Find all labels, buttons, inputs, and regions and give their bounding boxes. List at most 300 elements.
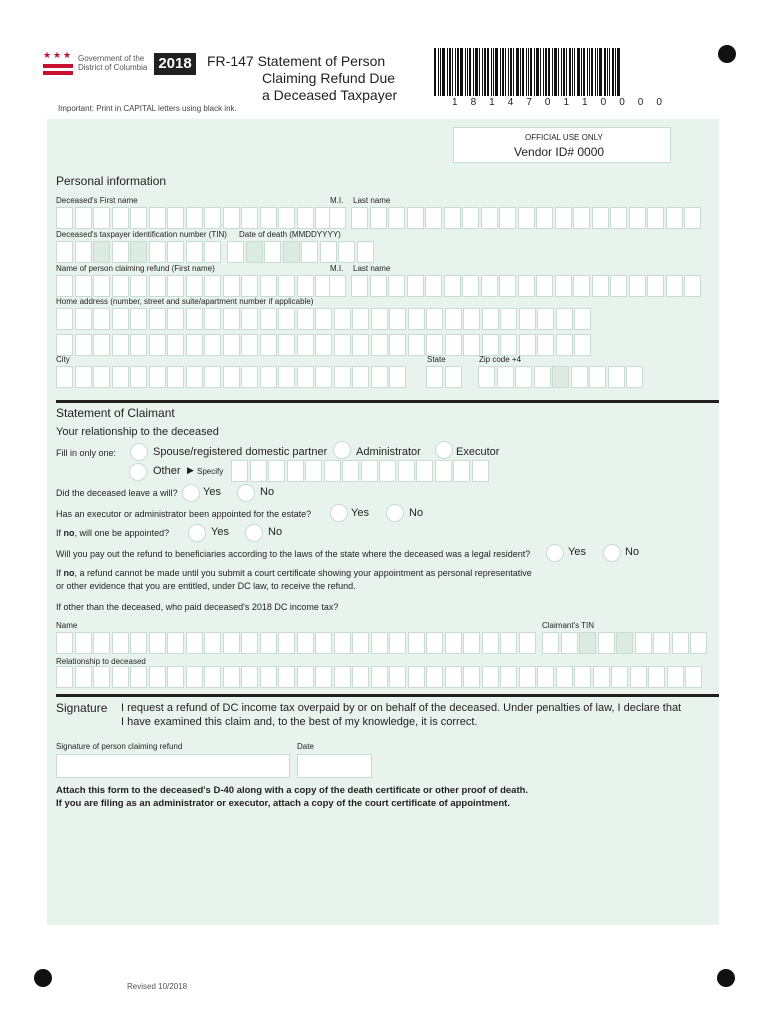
char-box[interactable]	[260, 308, 277, 330]
char-box[interactable]	[571, 366, 588, 388]
char-box[interactable]	[305, 460, 322, 482]
char-box[interactable]	[241, 334, 258, 356]
char-box[interactable]	[149, 241, 166, 263]
star-icon: ★	[63, 50, 72, 60]
char-box[interactable]	[690, 632, 707, 654]
specify-boxes[interactable]	[231, 460, 490, 482]
dod-boxes[interactable]	[227, 241, 375, 263]
executor-yes-radio[interactable]	[330, 504, 348, 522]
char-box[interactable]	[534, 366, 551, 388]
char-box[interactable]	[445, 366, 462, 388]
char-box[interactable]	[537, 666, 554, 688]
char-box[interactable]	[482, 334, 499, 356]
char-box[interactable]	[499, 207, 516, 229]
char-box[interactable]	[426, 334, 443, 356]
char-box[interactable]	[371, 632, 388, 654]
char-box[interactable]	[241, 366, 258, 388]
char-box[interactable]	[610, 207, 627, 229]
char-box[interactable]	[167, 241, 184, 263]
char-box[interactable]	[371, 308, 388, 330]
city-boxes[interactable]	[56, 366, 408, 388]
char-box[interactable]	[684, 207, 701, 229]
char-box[interactable]	[537, 308, 554, 330]
zip-boxes[interactable]	[478, 366, 645, 388]
char-box[interactable]	[93, 632, 110, 654]
will-question: Did the deceased leave a will?	[56, 488, 178, 498]
char-box[interactable]	[260, 334, 277, 356]
char-box[interactable]	[130, 241, 147, 263]
barcode-bar	[449, 48, 451, 96]
char-box[interactable]	[278, 308, 295, 330]
char-box[interactable]	[241, 308, 258, 330]
char-box[interactable]	[426, 632, 443, 654]
refund-note-line2: or other evidence that you are entitled, under DC law, to receive the refund.	[56, 581, 356, 591]
char-box[interactable]	[56, 366, 73, 388]
state-boxes[interactable]	[426, 366, 463, 388]
char-box[interactable]	[574, 308, 591, 330]
char-box[interactable]	[648, 666, 665, 688]
char-box[interactable]	[342, 460, 359, 482]
char-box[interactable]	[518, 275, 535, 297]
will-yes-radio[interactable]	[182, 484, 200, 502]
char-box[interactable]	[556, 334, 573, 356]
char-box[interactable]	[574, 334, 591, 356]
char-box[interactable]	[130, 308, 147, 330]
char-box[interactable]	[426, 308, 443, 330]
char-box[interactable]	[204, 666, 221, 688]
char-box[interactable]	[167, 207, 184, 229]
char-box[interactable]	[552, 366, 569, 388]
char-box[interactable]	[425, 207, 442, 229]
char-box[interactable]	[610, 275, 627, 297]
char-box[interactable]	[444, 275, 461, 297]
char-box[interactable]	[93, 334, 110, 356]
char-box[interactable]	[684, 275, 701, 297]
char-box[interactable]	[408, 632, 425, 654]
char-box[interactable]	[611, 666, 628, 688]
char-box[interactable]	[573, 207, 590, 229]
char-box[interactable]	[519, 334, 536, 356]
char-box[interactable]	[500, 632, 517, 654]
char-box[interactable]	[75, 275, 92, 297]
char-box[interactable]	[352, 334, 369, 356]
char-box[interactable]	[462, 207, 479, 229]
char-box[interactable]	[112, 275, 129, 297]
char-box[interactable]	[149, 275, 166, 297]
char-box[interactable]	[672, 632, 689, 654]
char-box[interactable]	[608, 366, 625, 388]
char-box[interactable]	[186, 308, 203, 330]
other-radio[interactable]	[129, 463, 147, 481]
char-box[interactable]	[463, 334, 480, 356]
char-box[interactable]	[297, 666, 314, 688]
char-box[interactable]	[500, 666, 517, 688]
char-box[interactable]	[426, 666, 443, 688]
char-box[interactable]	[478, 366, 495, 388]
char-box[interactable]	[481, 207, 498, 229]
char-box[interactable]	[426, 366, 443, 388]
char-box[interactable]	[130, 275, 147, 297]
char-box[interactable]	[482, 666, 499, 688]
char-box[interactable]	[334, 666, 351, 688]
char-box[interactable]	[463, 632, 480, 654]
char-box[interactable]	[499, 275, 516, 297]
char-box[interactable]	[93, 308, 110, 330]
char-box[interactable]	[500, 334, 517, 356]
char-box[interactable]	[260, 275, 277, 297]
char-box[interactable]	[278, 366, 295, 388]
char-box[interactable]	[334, 308, 351, 330]
appointed-no-radio[interactable]	[245, 524, 263, 542]
char-box[interactable]	[388, 275, 405, 297]
char-box[interactable]	[260, 632, 277, 654]
char-box[interactable]	[666, 207, 683, 229]
char-box[interactable]	[278, 666, 295, 688]
char-box[interactable]	[149, 632, 166, 654]
relationship-boxes[interactable]	[56, 666, 704, 688]
char-box[interactable]	[573, 275, 590, 297]
payout-yes-radio[interactable]	[546, 544, 564, 562]
char-box[interactable]	[167, 334, 184, 356]
barcode-bar	[467, 48, 468, 96]
char-box[interactable]	[324, 460, 341, 482]
char-box[interactable]	[149, 666, 166, 688]
char-box[interactable]	[445, 666, 462, 688]
char-box[interactable]	[241, 275, 258, 297]
char-box[interactable]	[75, 366, 92, 388]
char-box[interactable]	[167, 275, 184, 297]
char-box[interactable]	[223, 632, 240, 654]
char-box[interactable]	[241, 666, 258, 688]
char-box[interactable]	[283, 241, 300, 263]
char-box[interactable]	[635, 632, 652, 654]
char-box[interactable]	[598, 632, 615, 654]
char-box[interactable]	[260, 207, 277, 229]
char-box[interactable]	[593, 666, 610, 688]
char-box[interactable]	[463, 308, 480, 330]
char-box[interactable]	[435, 460, 452, 482]
claimant-tin-boxes[interactable]	[542, 632, 709, 654]
char-box[interactable]	[278, 275, 295, 297]
char-box[interactable]	[351, 207, 368, 229]
char-box[interactable]	[297, 207, 314, 229]
char-box[interactable]	[278, 207, 295, 229]
char-box[interactable]	[204, 632, 221, 654]
char-box[interactable]	[497, 366, 514, 388]
char-box[interactable]	[482, 632, 499, 654]
char-box[interactable]	[537, 334, 554, 356]
char-box[interactable]	[167, 308, 184, 330]
char-box[interactable]	[93, 241, 110, 263]
tin-boxes[interactable]	[56, 241, 223, 263]
char-box[interactable]	[241, 207, 258, 229]
char-box[interactable]	[149, 207, 166, 229]
address-boxes-2[interactable]	[56, 334, 593, 356]
char-box[interactable]	[371, 334, 388, 356]
char-box[interactable]	[371, 366, 388, 388]
char-box[interactable]	[542, 632, 559, 654]
char-box[interactable]	[297, 308, 314, 330]
char-box[interactable]	[186, 632, 203, 654]
char-box[interactable]	[653, 632, 670, 654]
char-box[interactable]	[389, 334, 406, 356]
barcode-digit: 8	[470, 97, 477, 108]
char-box[interactable]	[186, 334, 203, 356]
char-box[interactable]	[462, 275, 479, 297]
char-box[interactable]	[472, 460, 489, 482]
char-box[interactable]	[223, 275, 240, 297]
char-box[interactable]	[556, 308, 573, 330]
char-box[interactable]	[75, 241, 92, 263]
char-box[interactable]	[301, 241, 318, 263]
char-box[interactable]	[379, 460, 396, 482]
char-box[interactable]	[555, 275, 572, 297]
char-box[interactable]	[647, 275, 664, 297]
char-box[interactable]	[268, 460, 285, 482]
char-box[interactable]	[93, 366, 110, 388]
char-box[interactable]	[297, 275, 314, 297]
char-box[interactable]	[629, 275, 646, 297]
char-box[interactable]	[149, 308, 166, 330]
char-box[interactable]	[204, 207, 221, 229]
char-box[interactable]	[482, 308, 499, 330]
barcode-bar	[487, 48, 489, 96]
char-box[interactable]	[112, 241, 129, 263]
payout-no-radio[interactable]	[603, 544, 621, 562]
char-box[interactable]	[287, 460, 304, 482]
char-box[interactable]	[371, 666, 388, 688]
spouse-radio[interactable]	[130, 443, 148, 461]
char-box[interactable]	[329, 275, 346, 297]
char-box[interactable]	[297, 366, 314, 388]
char-box[interactable]	[616, 632, 633, 654]
char-box[interactable]	[204, 334, 221, 356]
char-box[interactable]	[186, 366, 203, 388]
char-box[interactable]	[227, 241, 244, 263]
char-box[interactable]	[278, 632, 295, 654]
administrator-radio[interactable]	[333, 441, 351, 459]
char-box[interactable]	[130, 632, 147, 654]
char-box[interactable]	[315, 632, 332, 654]
registration-mark-bottom-left	[34, 969, 52, 987]
char-box[interactable]	[370, 207, 387, 229]
char-box[interactable]	[444, 207, 461, 229]
claimant-first-boxes[interactable]	[56, 275, 334, 297]
char-box[interactable]	[93, 666, 110, 688]
claimant-last-boxes[interactable]	[351, 275, 703, 297]
char-box[interactable]	[629, 207, 646, 229]
date-field[interactable]	[297, 754, 372, 778]
char-box[interactable]	[75, 308, 92, 330]
char-box[interactable]	[407, 275, 424, 297]
char-box[interactable]	[315, 308, 332, 330]
char-box[interactable]	[389, 666, 406, 688]
char-box[interactable]	[315, 366, 332, 388]
char-box[interactable]	[75, 632, 92, 654]
char-box[interactable]	[130, 666, 147, 688]
char-box[interactable]	[297, 632, 314, 654]
char-box[interactable]	[246, 241, 263, 263]
char-box[interactable]	[389, 308, 406, 330]
char-box[interactable]	[56, 334, 73, 356]
char-box[interactable]	[112, 366, 129, 388]
char-box[interactable]	[445, 308, 462, 330]
char-box[interactable]	[357, 241, 374, 263]
char-box[interactable]	[56, 308, 73, 330]
char-box[interactable]	[519, 308, 536, 330]
char-box[interactable]	[445, 334, 462, 356]
char-box[interactable]	[425, 275, 442, 297]
last-name-boxes[interactable]	[351, 207, 703, 229]
char-box[interactable]	[536, 275, 553, 297]
char-box[interactable]	[264, 241, 281, 263]
will-yes-label: Yes	[203, 486, 221, 498]
char-box[interactable]	[579, 632, 596, 654]
appointed-yes-radio[interactable]	[188, 524, 206, 542]
char-box[interactable]	[186, 666, 203, 688]
char-box[interactable]	[626, 366, 643, 388]
char-box[interactable]	[408, 666, 425, 688]
char-box[interactable]	[130, 366, 147, 388]
char-box[interactable]	[334, 366, 351, 388]
official-use-label: OFFICIAL USE ONLY	[525, 133, 603, 142]
char-box[interactable]	[416, 460, 433, 482]
char-box[interactable]	[56, 632, 73, 654]
char-box[interactable]	[112, 207, 129, 229]
char-box[interactable]	[500, 308, 517, 330]
char-box[interactable]	[334, 632, 351, 654]
char-box[interactable]	[453, 460, 470, 482]
char-box[interactable]	[167, 632, 184, 654]
char-box[interactable]	[536, 207, 553, 229]
char-box[interactable]	[231, 460, 248, 482]
char-box[interactable]	[398, 460, 415, 482]
barcode-bar	[563, 48, 565, 96]
char-box[interactable]	[186, 275, 203, 297]
char-box[interactable]	[666, 275, 683, 297]
char-box[interactable]	[204, 241, 221, 263]
char-box[interactable]	[278, 334, 295, 356]
char-box[interactable]	[93, 207, 110, 229]
char-box[interactable]	[389, 632, 406, 654]
signature-field[interactable]	[56, 754, 290, 778]
char-box[interactable]	[519, 666, 536, 688]
char-box[interactable]	[223, 366, 240, 388]
char-box[interactable]	[223, 308, 240, 330]
char-box[interactable]	[592, 275, 609, 297]
char-box[interactable]	[75, 334, 92, 356]
char-box[interactable]	[112, 666, 129, 688]
char-box[interactable]	[407, 207, 424, 229]
char-box[interactable]	[561, 632, 578, 654]
char-box[interactable]	[186, 207, 203, 229]
char-box[interactable]	[463, 666, 480, 688]
claimant-mi-box[interactable]	[329, 275, 348, 297]
char-box[interactable]	[667, 666, 684, 688]
char-box[interactable]	[223, 334, 240, 356]
char-box[interactable]	[149, 366, 166, 388]
executor-radio[interactable]	[435, 441, 453, 459]
char-box[interactable]	[361, 460, 378, 482]
char-box[interactable]	[204, 366, 221, 388]
char-box[interactable]	[389, 366, 406, 388]
char-box[interactable]	[408, 334, 425, 356]
payer-name-boxes[interactable]	[56, 632, 537, 654]
char-box[interactable]	[630, 666, 647, 688]
char-box[interactable]	[112, 308, 129, 330]
address-boxes[interactable]	[56, 308, 593, 330]
char-box[interactable]	[56, 275, 73, 297]
char-box[interactable]	[93, 275, 110, 297]
char-box[interactable]	[352, 632, 369, 654]
char-box[interactable]	[370, 275, 387, 297]
char-box[interactable]	[112, 632, 129, 654]
char-box[interactable]	[685, 666, 702, 688]
char-box[interactable]	[167, 366, 184, 388]
char-box[interactable]	[223, 207, 240, 229]
char-box[interactable]	[647, 207, 664, 229]
char-box[interactable]	[481, 275, 498, 297]
char-box[interactable]	[408, 308, 425, 330]
char-box[interactable]	[352, 666, 369, 688]
executor-no-radio[interactable]	[386, 504, 404, 522]
char-box[interactable]	[352, 308, 369, 330]
char-box[interactable]	[186, 241, 203, 263]
char-box[interactable]	[260, 366, 277, 388]
char-box[interactable]	[204, 275, 221, 297]
char-box[interactable]	[56, 666, 73, 688]
char-box[interactable]	[338, 241, 355, 263]
char-box[interactable]	[320, 241, 337, 263]
char-box[interactable]	[75, 207, 92, 229]
will-no-radio[interactable]	[237, 484, 255, 502]
char-box[interactable]	[315, 666, 332, 688]
char-box[interactable]	[574, 666, 591, 688]
char-box[interactable]	[519, 632, 536, 654]
char-box[interactable]	[555, 207, 572, 229]
char-box[interactable]	[352, 366, 369, 388]
char-box[interactable]	[149, 334, 166, 356]
char-box[interactable]	[250, 460, 267, 482]
char-box[interactable]	[75, 666, 92, 688]
char-box[interactable]	[204, 308, 221, 330]
char-box[interactable]	[351, 275, 368, 297]
char-box[interactable]	[260, 666, 277, 688]
char-box[interactable]	[112, 334, 129, 356]
char-box[interactable]	[334, 334, 351, 356]
char-box[interactable]	[223, 666, 240, 688]
char-box[interactable]	[592, 207, 609, 229]
char-box[interactable]	[297, 334, 314, 356]
first-name-boxes[interactable]	[56, 207, 334, 229]
char-box[interactable]	[515, 366, 532, 388]
char-box[interactable]	[315, 334, 332, 356]
char-box[interactable]	[329, 207, 346, 229]
char-box[interactable]	[130, 334, 147, 356]
char-box[interactable]	[167, 666, 184, 688]
char-box[interactable]	[556, 666, 573, 688]
mi-box[interactable]	[329, 207, 348, 229]
char-box[interactable]	[241, 632, 258, 654]
char-box[interactable]	[56, 207, 73, 229]
barcode-bar	[540, 48, 541, 96]
char-box[interactable]	[518, 207, 535, 229]
char-box[interactable]	[589, 366, 606, 388]
char-box[interactable]	[130, 207, 147, 229]
char-box[interactable]	[445, 632, 462, 654]
char-box[interactable]	[388, 207, 405, 229]
char-box[interactable]	[56, 241, 73, 263]
